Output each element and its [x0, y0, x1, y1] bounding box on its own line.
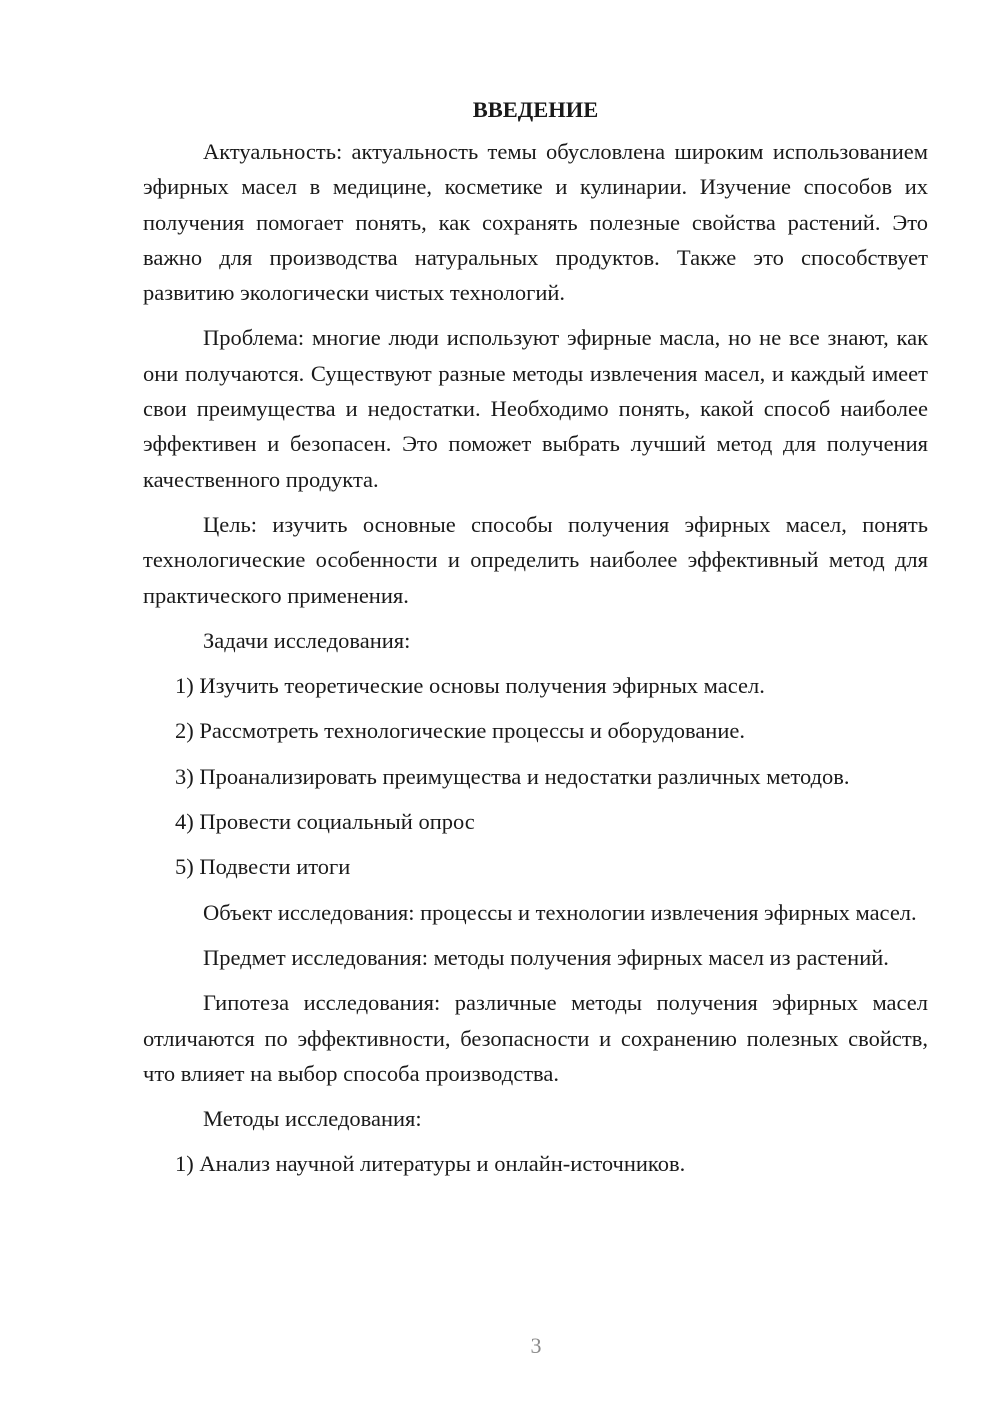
goal-paragraph: Цель: изучить основные способы получения эфирных масел, понять технологические особенности и определить наиболее эффективный метод для практического применения.	[143, 511, 928, 608]
page-number: 3	[530, 1333, 542, 1358]
section-title: ВВЕДЕНИЕ	[472, 97, 599, 122]
hypothesis-paragraph: Гипотеза исследования: различные методы получения эфирных масел отличаются по эффективности, безопасности и сохранению полезных свойств, что влияет на выбор способа производства.	[143, 990, 928, 1086]
task-item: 5) Подвести итоги	[175, 854, 351, 880]
task-item: 2) Рассмотреть технологические процессы и оборудование.	[175, 718, 745, 744]
relevance-paragraph: Актуальность: актуальность темы обусловлена широким использованием эфирных масел в медицине, косметике и кулинарии. Изучение способов их получения помогает понять, как сохранять полезные свойства растений. Это важно для производства натуральных продуктов. Также это способствует развитию экологически чистых технологий.	[143, 139, 928, 306]
object-paragraph: Объект исследования: процессы и технологии извлечения эфирных масел.	[203, 899, 917, 925]
task-item: 3) Проанализировать преимущества и недостатки различных методов.	[175, 763, 850, 789]
task-item: 4) Провести социальный опрос	[175, 809, 475, 835]
task-item: 1) Изучить теоретические основы получения эфирных масел.	[175, 673, 765, 699]
page-content	[143, 92, 928, 1192]
subject-paragraph: Предмет исследования: методы получения эфирных масел из растений.	[203, 944, 889, 970]
problem-paragraph: Проблема: многие люди используют эфирные масла, но не все знают, как они получаются. Существуют разные методы извлечения масел, и каждый имеет свои преимущества и недостатки. Необходимо понять, какой способ наиболее эффективен и безопасен. Это поможет выбрать лучший метод для получения качественного продукта.	[143, 325, 928, 492]
method-item: 1) Анализ научной литературы и онлайн-источников.	[175, 1151, 686, 1177]
tasks-label: Задачи исследования:	[203, 627, 411, 653]
methods-label: Методы исследования:	[203, 1106, 422, 1132]
